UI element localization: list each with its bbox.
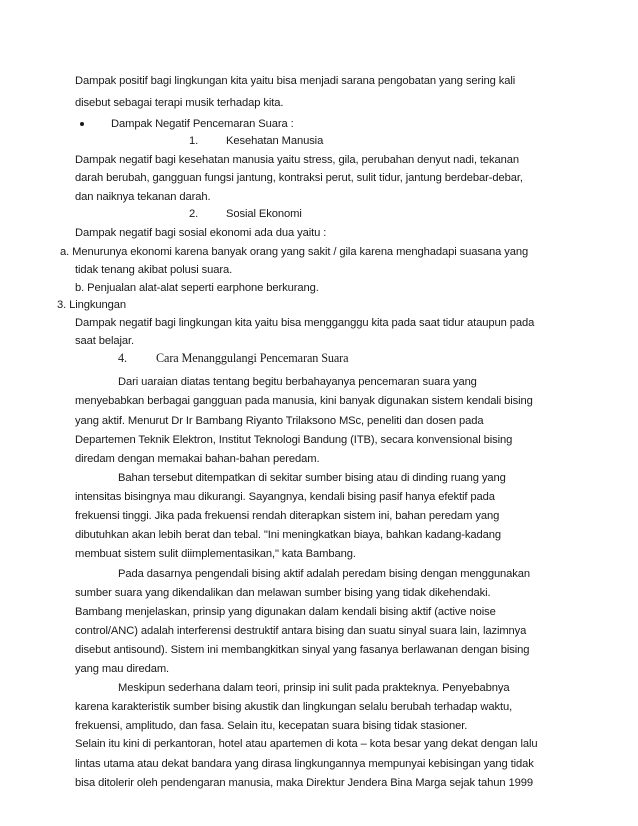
mitigation-line: disebut antisound). Sistem ini membangkitkan sinyal yang fasanya berlawanan dengan bising	[75, 644, 530, 656]
negative-impact-heading: Dampak Negatif Pencemaran Suara :	[111, 118, 294, 130]
environment-line-2: saat belajar.	[75, 335, 135, 347]
mitigation-line: menyebabkan berbagai gangguan pada manusia, kini banyak digunakan sistem kendali bising	[75, 395, 533, 407]
economy-item-a-line-2: tidak tenang akibat polusi suara.	[75, 264, 233, 276]
mitigation-number: 4.	[118, 351, 127, 365]
environment-line-1: Dampak negatif bagi lingkungan kita yaitu bisa mengganggu kita pada saat tidur ataupun pada	[75, 317, 535, 329]
mitigation-line: Bambang menjelaskan, prinsip yang digunakan dalam kendali bising aktif (active noise	[75, 606, 496, 618]
economy-item-b: b. Penjualan alat-alat seperti earphone berkurang.	[75, 282, 319, 294]
positive-impact-line-1: Dampak positif bagi lingkungan kita yaitu bisa menjadi sarana pengobatan yang sering kali	[75, 75, 516, 87]
economy-intro: Dampak negatif bagi sosial ekonomi ada dua yaitu :	[75, 227, 327, 239]
mitigation-line: Bahan tersebut ditempatkan di sekitar sumber bising atau di dinding ruang yang	[118, 472, 506, 484]
mitigation-line: karena karakteristik sumber bising akustik dan lingkungan selalu berubah terhadap waktu,	[75, 701, 513, 713]
health-line-1: Dampak negatif bagi kesehatan manusia yaitu stress, gila, perubahan denyut nadi, tekanan	[75, 154, 519, 166]
mitigation-line: membuat sistem sulit diimplementasikan," kata Bambang.	[75, 548, 356, 560]
mitigation-line: yang aktif. Menurut Dr Ir Bambang Riyanto Trilaksono MSc, peneliti dan dosen pada	[75, 415, 484, 427]
health-line-2: darah berubah, gangguan fungsi jantung, kontraksi perut, sulit tidur, jantung berdebar-debar,	[75, 172, 523, 184]
mitigation-line: intensitas bisingnya mau dikurangi. Sayangnya, kendali bising pasif hanya efektif pada	[75, 491, 495, 503]
bullet-icon	[80, 122, 84, 126]
mitigation-line: diredam dengan memakai bahan-bahan peredam.	[75, 453, 320, 465]
economy-number: 2.	[189, 208, 199, 220]
mitigation-line: yang mau diredam.	[75, 663, 170, 675]
mitigation-line: Departemen Teknik Elektron, Institut Teknologi Bandung (ITB), secara konvensional bising	[75, 434, 513, 446]
mitigation-line: Pada dasarnya pengendali bising aktif adalah peredam bising dengan menggunakan	[118, 568, 531, 580]
mitigation-line: Selain itu kini di perkantoran, hotel atau apartemen di kota – kota besar yang dekat dengan lalu	[75, 738, 538, 750]
health-heading: Kesehatan Manusia	[226, 135, 324, 147]
health-line-3: dan naiknya tekanan darah.	[75, 191, 211, 203]
positive-impact-line-2: disebut sebagai terapi musik terhadap kita.	[75, 97, 284, 109]
economy-heading: Sosial Ekonomi	[226, 208, 302, 220]
mitigation-line: frekuensi, amplitudo, dan fasa. Selain itu, kecepatan suara bising tidak stasioner.	[75, 720, 468, 732]
mitigation-heading: Cara Menanggulangi Pencemaran Suara	[156, 351, 349, 365]
environment-heading: 3. Lingkungan	[57, 299, 126, 311]
mitigation-line: dibutuhkan akan lebih berat dan tebal. "Ini meningkatkan biaya, bahkan kadang-kadang	[75, 529, 501, 541]
economy-item-a-line-1: a. Menurunya ekonomi karena banyak orang yang sakit / gila karena menghadapi suasana yang	[60, 246, 529, 258]
mitigation-line: bisa ditolerir oleh pendengaran manusia, maka Direktur Jendera Bina Marga sejak tahun 1999	[75, 777, 534, 789]
mitigation-line: Meskipun sederhana dalam teori, prinsip ini sulit pada prakteknya. Penyebabnya	[118, 682, 510, 694]
mitigation-line: control/ANC) adalah interferensi destruktif antara bising dan suatu sinyal suara lain, lazimnya	[75, 625, 527, 637]
mitigation-line: lintas utama atau dekat bandara yang dirasa lingkungannya mempunyai kebisingan yang tidak	[75, 758, 534, 770]
mitigation-line: Dari uaraian diatas tentang begitu berbahayanya pencemaran suara yang	[118, 376, 477, 388]
health-number: 1.	[189, 135, 199, 147]
mitigation-line: sumber suara yang dikendalikan dan melawan sumber bising yang tidak dikehendaki.	[75, 587, 491, 599]
mitigation-line: frekuensi tinggi. Jika pada frekuensi rendah diterapkan sistem ini, bahan peredam yang	[75, 510, 500, 522]
